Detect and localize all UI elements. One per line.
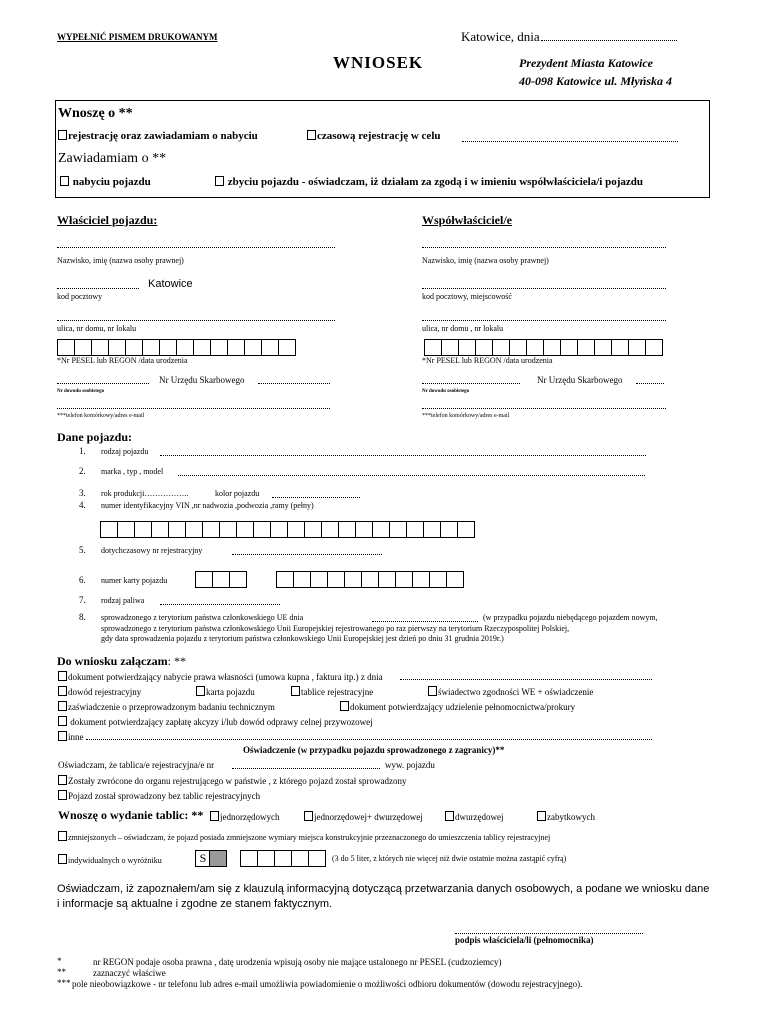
- owner-contact-field[interactable]: [57, 408, 330, 409]
- fill-instruction: WYPEŁNIĆ PISMEM DRUKOWANYM: [57, 32, 218, 42]
- owner-postal-field[interactable]: [57, 288, 139, 289]
- option-temporary-registration[interactable]: czasową rejestrację w celu: [307, 130, 441, 142]
- attach-plates[interactable]: tablice rejestracyjne: [291, 686, 373, 697]
- vehicle-import-note-2: sprowadzonego z terytorium państwa członkowskiego Unii Europejskiej rejestrowanego po raz pierwszy na terytorium Rzeczypospolitej Polskiej,: [101, 624, 570, 633]
- vehicle-vin-label: numer identyfikacyjny VIN ,nr nadwozia ,podwozia ,ramy (pełny): [101, 501, 314, 510]
- footnote-text: zaznaczyć właściwe: [93, 968, 166, 978]
- vehicle-import-note-3: gdy data sprowadzenia pojazdu z terytorium państwa członkowskiego Unii Europejskiej jest dzień po dniu 31 grudnia 2019r.): [101, 634, 504, 643]
- plate-prefix-box: S: [195, 850, 211, 867]
- owner-postal-label: kod pocztowy: [57, 292, 103, 301]
- attach-ownership[interactable]: dokument potwierdzający nabycie prawa własności (umowa kupna , faktura itp.) z dnia: [58, 671, 383, 682]
- vehicle-prev-reg-label: dotychczasowy nr rejestracyjny: [101, 546, 203, 555]
- form-title: WNIOSEK: [333, 53, 424, 72]
- owner-city: Katowice: [148, 278, 193, 290]
- vehicle-color-field[interactable]: [272, 497, 360, 498]
- checkbox-icon[interactable]: [58, 671, 67, 681]
- checkbox-icon[interactable]: [58, 854, 67, 864]
- checkbox-icon[interactable]: [58, 686, 67, 696]
- checkbox-icon[interactable]: [428, 686, 437, 696]
- signature-field[interactable]: [455, 933, 643, 934]
- import-option-no-plates[interactable]: Pojazd został sprowadzony bez tablic rejestracyjnych: [58, 790, 260, 801]
- owner-pesel-label: *Nr PESEL lub REGON /data urodzenia: [57, 356, 188, 365]
- checkbox-icon[interactable]: [196, 686, 205, 696]
- plate-individual-boxes[interactable]: [241, 850, 326, 867]
- plates-individual-note: (3 do 5 liter, z których nie więcej niż dwie ostatnie można zastąpić cyfrą): [332, 854, 567, 863]
- checkbox-icon[interactable]: [58, 831, 67, 841]
- date-field[interactable]: [541, 40, 677, 41]
- vehicle-item-num: 3.: [79, 488, 86, 498]
- attach-we-cert[interactable]: świadectwo zgodności WE + oświadczenie: [428, 686, 593, 697]
- footnote-mark: ***: [57, 978, 71, 988]
- footnote-mark: *: [57, 956, 62, 966]
- footnote-mark: **: [57, 967, 66, 977]
- owner-id-label: Nr dowodu osobistego: [57, 389, 105, 394]
- attachments-heading: Do wniosku załączam: **: [57, 654, 187, 668]
- signature-label: podpis właściciela/li (pełnomocnika): [455, 935, 594, 945]
- owner-id-field[interactable]: [57, 383, 149, 384]
- co-owner-postal-field[interactable]: [422, 288, 666, 289]
- vehicle-import-date-field[interactable]: [372, 621, 478, 622]
- checkbox-icon[interactable]: [58, 731, 67, 741]
- footnote-text: pole nieobowiązkowe - nr telefonu lub adres e-mail umożliwia powiadomienie o możliwości odbioru dokumentów (dowodu rejestracyjnego).: [72, 979, 583, 989]
- vehicle-type-label: rodzaj pojazdu: [101, 447, 149, 456]
- footnote-text: nr REGON podaje osoba prawna , datę urodzenia wpisują osoby nie mające ustalonego nr PESEL (cudzoziemcy): [93, 957, 502, 967]
- request-heading: Wnoszę o **: [58, 106, 133, 121]
- co-owner-heading: Współwłaściciel/e: [422, 213, 512, 227]
- vehicle-item-num: 8.: [79, 612, 86, 622]
- co-owner-name-field[interactable]: [422, 247, 666, 248]
- vehicle-card-boxes-b[interactable]: [277, 571, 464, 588]
- import-plates-label: Oświadczam, że tablica/e rejestracyjna/e nr: [58, 760, 215, 770]
- owner-name-field[interactable]: [57, 247, 335, 248]
- plates-vintage[interactable]: zabytkowych: [537, 811, 595, 822]
- owner-tax-office-label: Nr Urzędu Skarbowego: [159, 375, 245, 385]
- statement-line2: i informacje są aktualne i zgodne ze stanem faktycznym.: [57, 898, 333, 910]
- owner-tax-office-field[interactable]: [258, 383, 330, 384]
- plates-single[interactable]: jednorzędowych: [210, 811, 279, 822]
- plates-double[interactable]: dwurzędowej: [445, 811, 503, 822]
- attach-other-field[interactable]: [86, 739, 652, 740]
- checkbox-icon[interactable]: [340, 701, 349, 711]
- option-acquisition[interactable]: nabyciu pojazdu: [60, 176, 151, 188]
- attach-card[interactable]: karta pojazdu: [196, 686, 255, 697]
- checkbox-icon[interactable]: [58, 701, 67, 711]
- vehicle-prev-reg-field[interactable]: [232, 554, 382, 555]
- vehicle-card-boxes-a[interactable]: [196, 571, 247, 588]
- plates-individual[interactable]: indywidualnych o wyróżniku: [58, 854, 162, 865]
- vehicle-make-field[interactable]: [178, 475, 645, 476]
- co-owner-contact-field[interactable]: [422, 408, 666, 409]
- vehicle-year-label: rok produkcji……………..: [101, 489, 189, 498]
- plates-heading: Wnoszę o wydanie tablic: **: [58, 808, 204, 822]
- attach-excise[interactable]: dokument potwierdzający zapłatę akcyzy i/lub dowód odprawy celnej przywozowej: [58, 716, 373, 727]
- checkbox-icon[interactable]: [291, 686, 300, 696]
- checkbox-icon[interactable]: [537, 811, 546, 821]
- checkbox-icon[interactable]: [215, 176, 224, 186]
- owner-pesel-boxes[interactable]: [58, 339, 296, 356]
- vehicle-item-num: 5.: [79, 545, 86, 555]
- co-owner-id-field[interactable]: [422, 383, 520, 384]
- checkbox-icon[interactable]: [58, 716, 67, 726]
- owner-heading: Właściciel pojazdu:: [57, 213, 158, 227]
- city-date-label: Katowice, dnia: [461, 29, 540, 44]
- option-registration[interactable]: rejestrację oraz zawiadamiam o nabyciu: [58, 130, 258, 142]
- vehicle-item-num: 2.: [79, 466, 86, 476]
- vehicle-color-label: kolor pojazdu: [215, 489, 260, 498]
- attach-ownership-date-field[interactable]: [400, 679, 652, 680]
- addressee-line1: Prezydent Miasta Katowice: [519, 56, 653, 70]
- temp-purpose-field[interactable]: [462, 141, 678, 142]
- checkbox-icon[interactable]: [58, 790, 67, 800]
- co-owner-id-label: Nr dowodu osobistego: [422, 389, 470, 394]
- notify-heading: Zawiadamiam o **: [58, 151, 167, 166]
- import-declaration-heading: Oświadczenie (w przypadku pojazdu sprowadzonego z zagranicy)**: [243, 745, 505, 755]
- plate-shaded-box: [209, 850, 227, 867]
- co-owner-pesel-boxes[interactable]: [425, 339, 663, 356]
- vehicle-import-label: sprowadzonego z terytorium państwa członkowskiego UE dnia: [101, 613, 304, 622]
- statement-line1: Oświadczam, iż zapoznałem/am się z klauzulą informacyjną dotyczącą przetwarzania danych osobowych, a podane we wniosku dane: [57, 883, 710, 895]
- import-plates-suffix: wyw. pojazdu: [385, 760, 435, 770]
- co-owner-pesel-label: *Nr PESEL lub REGON /data urodzenia: [422, 356, 553, 365]
- plates-reduced[interactable]: zmniejszonych – oświadczam, że pojazd posiada zmniejszone wymiary miejsca konstrukcyjnie przeznaczonego do umieszczenia tablicy rejestracyjnej: [58, 831, 550, 842]
- plates-single-double[interactable]: jednorzędowej+ dwurzędowej: [304, 811, 423, 822]
- vehicle-item-num: 1.: [79, 446, 86, 456]
- checkbox-icon[interactable]: [58, 130, 67, 140]
- vehicle-card-label: numer karty pojazdu: [101, 576, 168, 585]
- co-owner-tax-office-label: Nr Urzędu Skarbowego: [537, 375, 623, 385]
- vehicle-item-num: 6.: [79, 575, 86, 585]
- vehicle-import-note-1: (w przypadku pojazdu niebędącego pojazdem nowym,: [483, 613, 658, 622]
- addressee-line2: 40-098 Katowice ul. Młyńska 4: [519, 74, 673, 88]
- attach-reg-cert[interactable]: dowód rejestracyjny: [58, 686, 141, 697]
- vehicle-item-num: 7.: [79, 595, 86, 605]
- attach-other[interactable]: inne: [58, 731, 84, 742]
- checkbox-icon[interactable]: [445, 811, 454, 821]
- vehicle-type-field[interactable]: [160, 455, 646, 456]
- co-owner-street-field[interactable]: [422, 320, 666, 321]
- attach-tech-exam[interactable]: zaświadczenie o przeprowadzonym badaniu technicznym: [58, 701, 275, 712]
- import-option-returned[interactable]: Zostały zwrócone do organu rejestrującego w państwie , z którego pojazd został sprowadzony: [58, 775, 406, 786]
- import-plates-field[interactable]: [232, 768, 380, 769]
- co-owner-street-label: ulica, nr domu , nr lokalu: [422, 324, 504, 333]
- option-sale[interactable]: zbyciu pojazdu - oświadczam, iż działam za zgodą i w imieniu współwłaściciela/i pojazdu: [215, 176, 643, 188]
- owner-street-field[interactable]: [57, 320, 335, 321]
- checkbox-icon[interactable]: [307, 130, 316, 140]
- vehicle-make-label: marka , typ , model: [101, 467, 164, 476]
- owner-contact-label: ***telefon komórkowy/adres e-mail: [57, 413, 145, 419]
- vehicle-item-num: 4.: [79, 500, 86, 510]
- owner-street-label: ulica, nr domu, nr lokalu: [57, 324, 137, 333]
- checkbox-icon[interactable]: [60, 176, 69, 186]
- checkbox-icon[interactable]: [304, 811, 313, 821]
- co-owner-contact-label: ***telefon komórkowy/adres e-mail: [422, 413, 510, 419]
- attach-poa[interactable]: dokument potwierdzający udzielenie pełnomocnictwa/prokury: [340, 701, 575, 712]
- checkbox-icon[interactable]: [210, 811, 219, 821]
- co-owner-name-label: Nazwisko, imię (nazwa osoby prawnej): [422, 256, 549, 265]
- vehicle-fuel-label: rodzaj paliwa: [101, 596, 145, 605]
- checkbox-icon[interactable]: [58, 775, 67, 785]
- co-owner-tax-office-field[interactable]: [636, 383, 664, 384]
- co-owner-postal-label: kod pocztowy, miejscowość: [422, 292, 512, 301]
- vehicle-fuel-field[interactable]: [160, 604, 280, 605]
- owner-name-label: Nazwisko, imię (nazwa osoby prawnej): [57, 256, 184, 265]
- vehicle-vin-boxes[interactable]: [101, 521, 475, 538]
- vehicle-heading: Dane pojazdu:: [57, 430, 133, 444]
